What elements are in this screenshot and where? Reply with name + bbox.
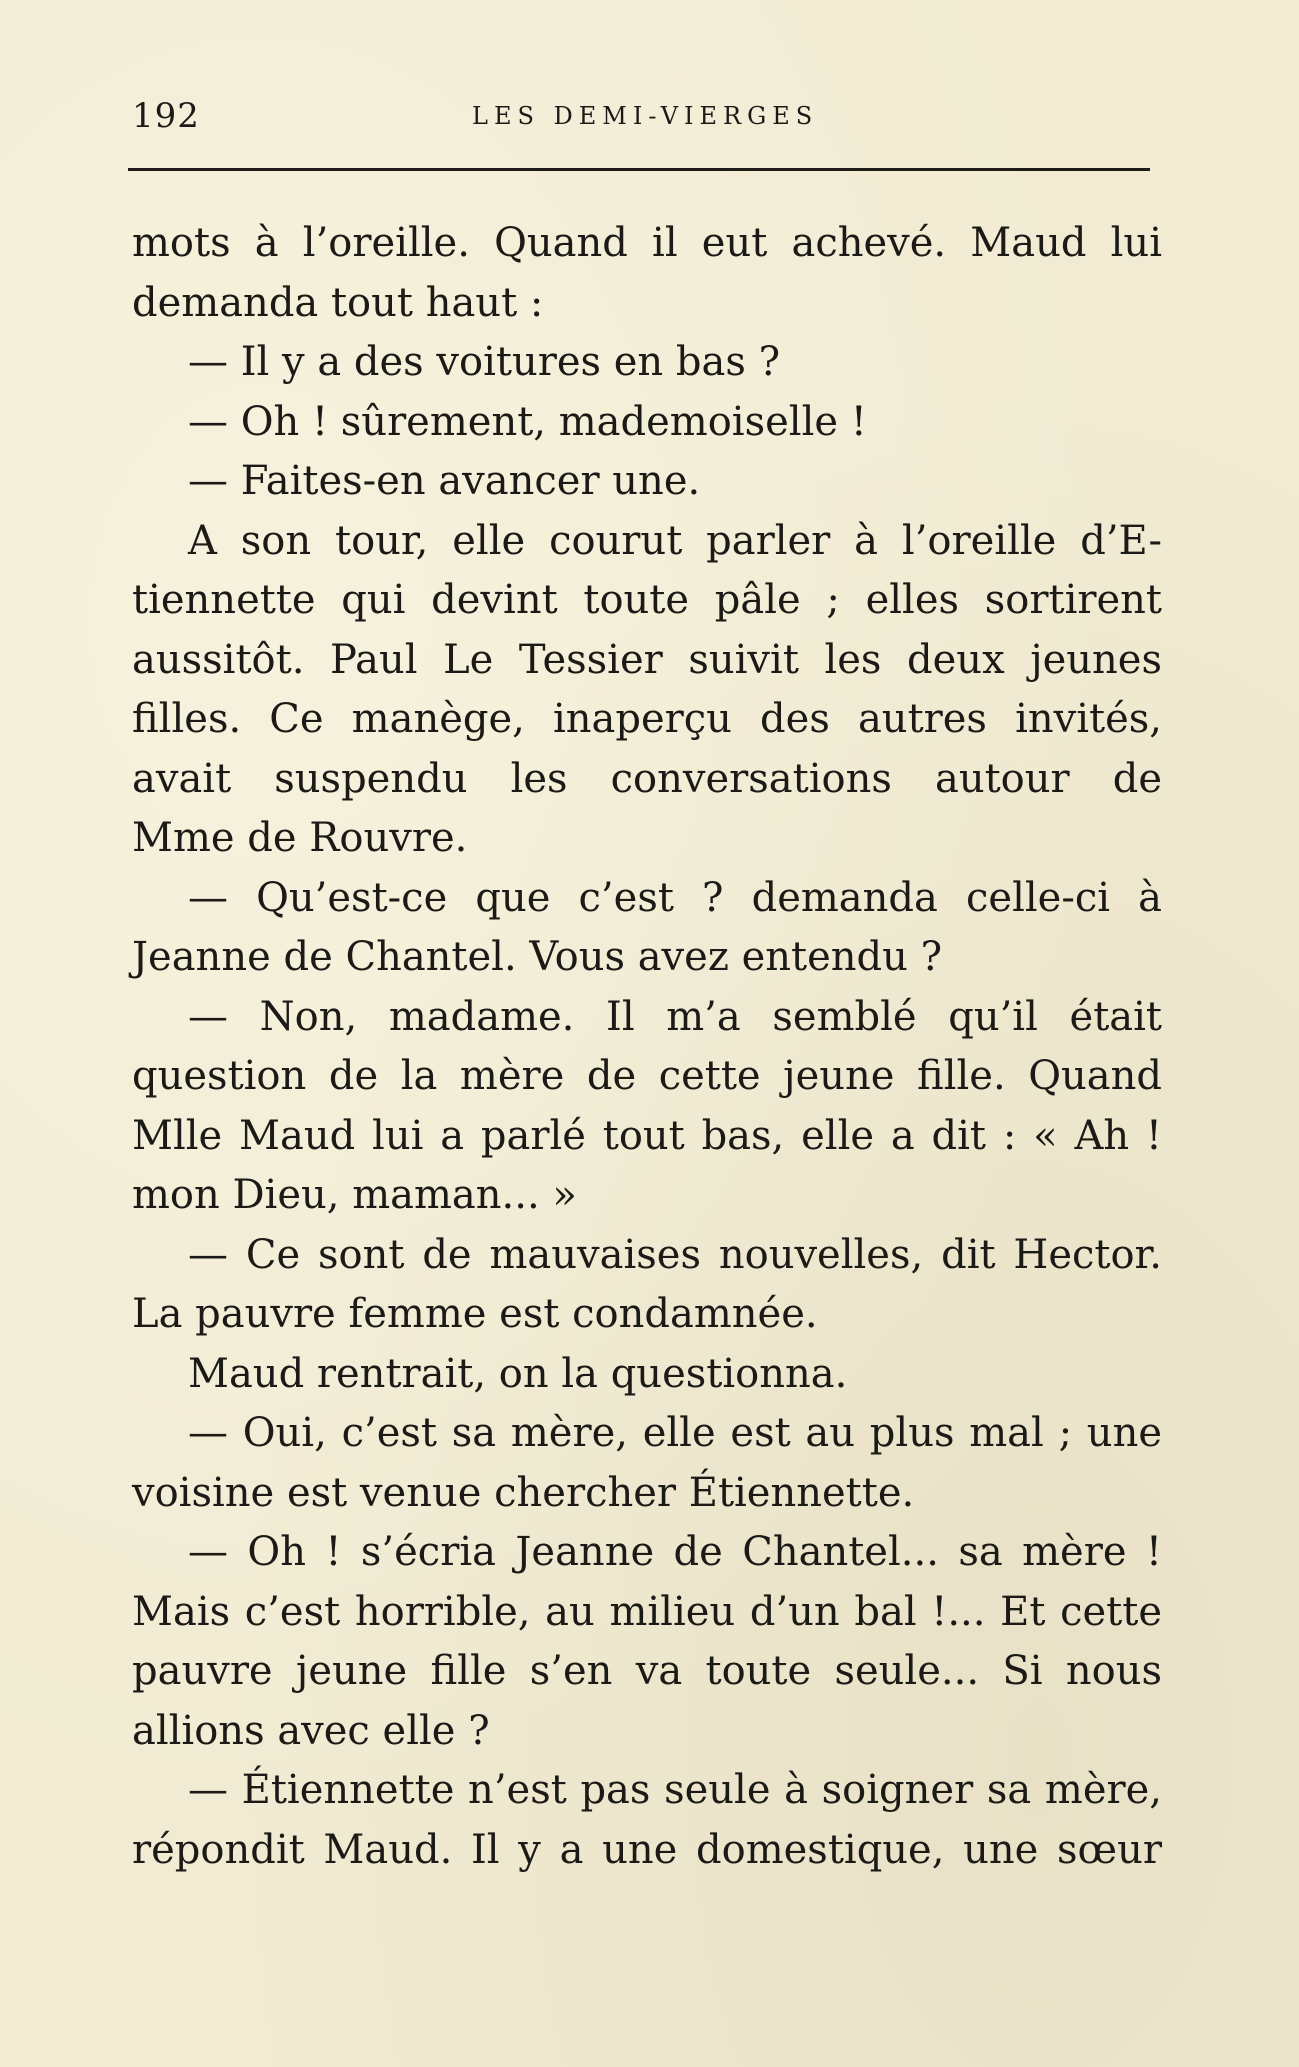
- text-line: Mlle Maud lui a parlé tout bas, elle a dit : « Ah !: [132, 1112, 1162, 1159]
- text-line: A son tour, elle courut parler à l’oreille d’E-: [188, 517, 1162, 564]
- text-line: Mais c’est horrible, au milieu d’un bal !... Et cette: [132, 1588, 1162, 1635]
- text-line: mon Dieu, maman... »: [132, 1172, 577, 1218]
- text-line: aussitôt. Paul Le Tessier suivit les deux jeunes: [132, 636, 1162, 683]
- text-line: tiennette qui devint toute pâle ; elles sortirent: [132, 577, 1162, 623]
- text-line: — Oh ! sûrement, mademoiselle !: [188, 398, 867, 445]
- running-title: LES DEMI-VIERGES: [472, 102, 819, 130]
- text-line: — Il y a des voitures en bas ?: [188, 339, 781, 385]
- text-line: Jeanne de Chantel. Vous avez entendu ?: [132, 934, 943, 980]
- text-line: — Non, madame. Il m’a semblé qu’il était: [188, 993, 1162, 1040]
- page-number: 192: [132, 96, 200, 136]
- text-line: — Étiennette n’est pas seule à soigner sa mère,: [188, 1767, 1162, 1813]
- text-line: — Oui, c’est sa mère, elle est au plus mal ; une: [188, 1410, 1162, 1456]
- text-line: — Ce sont de mauvaises nouvelles, dit Hector.: [188, 1231, 1162, 1278]
- page-header: [132, 96, 1152, 136]
- text-line: voisine est venue chercher Étiennette.: [132, 1469, 915, 1516]
- body-text: [132, 214, 1162, 1880]
- text-line: pauvre jeune fille s’en va toute seule... Si nous: [132, 1648, 1162, 1694]
- text-line: allions avec elle ?: [132, 1707, 490, 1754]
- text-line: — Qu’est-ce que c’est ? demanda celle-ci à: [188, 874, 1162, 921]
- text-line: demanda tout haut :: [132, 279, 544, 326]
- header-rule: [128, 168, 1150, 171]
- text-line: Maud rentrait, on la questionna.: [188, 1350, 848, 1397]
- text-line: — Oh ! s’écria Jeanne de Chantel... sa mère !: [188, 1529, 1162, 1575]
- text-line: question de la mère de cette jeune fille. Quand: [132, 1053, 1162, 1099]
- text-line: répondit Maud. Il y a une domestique, une sœur: [132, 1826, 1162, 1873]
- text-line: mots à l’oreille. Quand il eut achevé. Maud lui: [132, 220, 1162, 266]
- text-line: — Faites-en avancer une.: [188, 458, 701, 504]
- text-line: Mme de Rouvre.: [132, 815, 468, 861]
- text-line: La pauvre femme est condamnée.: [132, 1291, 818, 1337]
- text-line: filles. Ce manège, inaperçu des autres invités,: [132, 696, 1162, 742]
- text-line: avait suspendu les conversations autour de: [132, 755, 1162, 802]
